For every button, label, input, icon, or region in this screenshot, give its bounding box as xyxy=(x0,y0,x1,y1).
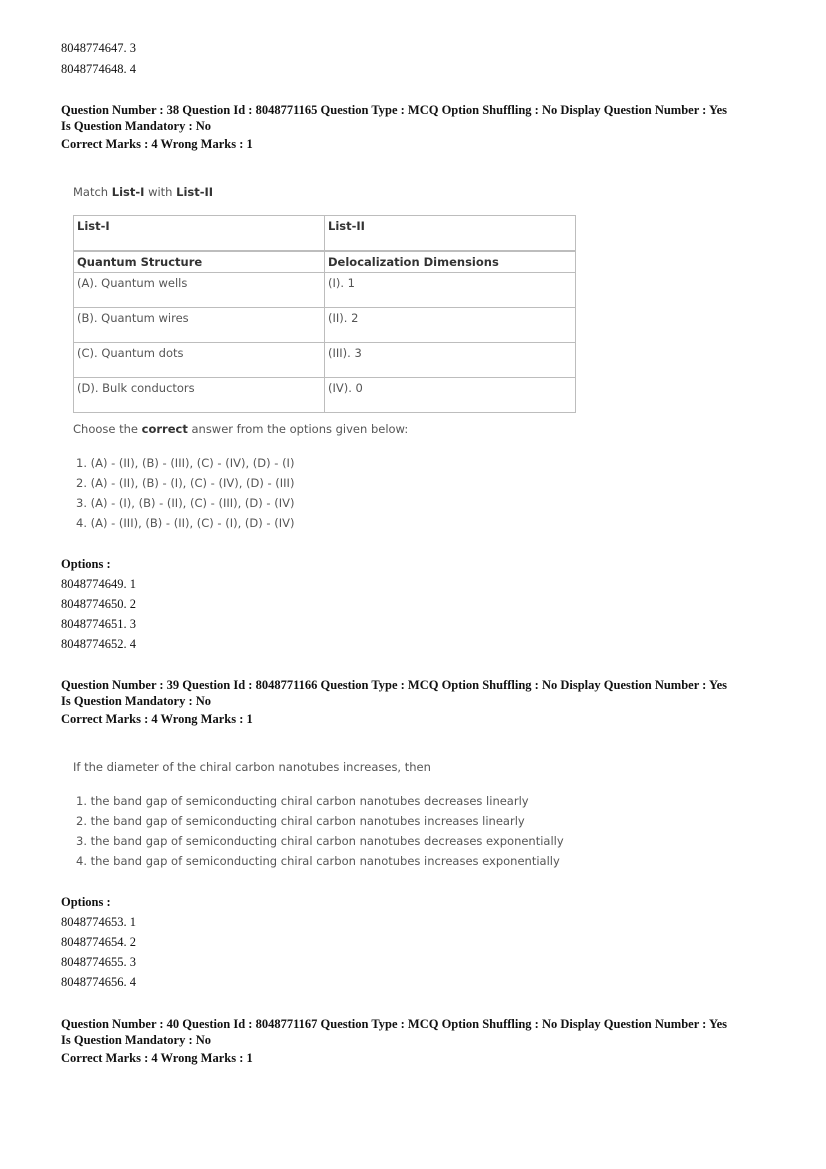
choice-item: 2. (A) - (II), (B) - (I), (C) - (IV), (D) - (III) xyxy=(76,476,295,490)
options-label: Options : xyxy=(61,557,111,571)
choose-instruction: Choose the correct answer from the options given below: xyxy=(73,422,409,436)
question-mandatory: Is Question Mandatory : No xyxy=(61,694,212,708)
choice-item: 3. (A) - (I), (B) - (II), (C) - (III), (D) - (IV) xyxy=(76,496,295,510)
table-row xyxy=(74,343,576,378)
question-mandatory: Is Question Mandatory : No xyxy=(61,119,212,133)
choice-item: 4. (A) - (III), (B) - (II), (C) - (I), (D) - (IV) xyxy=(76,516,295,530)
options-label: Options : xyxy=(61,895,111,909)
option-line: 8048774654. 2 xyxy=(61,935,136,949)
option-line: 8048774649. 1 xyxy=(61,577,136,591)
question-marks: Correct Marks : 4 Wrong Marks : 1 xyxy=(61,1051,253,1065)
option-line: 8048774650. 2 xyxy=(61,597,136,611)
question-header: Question Number : 38 Question Id : 8048771165 Question Type : MCQ Option Shuffling : No Display Question Number : Yes xyxy=(61,103,728,117)
table-cell: (D). Bulk conductors xyxy=(74,378,325,413)
table-cell: (B). Quantum wires xyxy=(74,308,325,343)
option-line: 8048774647. 3 xyxy=(61,41,136,55)
question-stem: If the diameter of the chiral carbon nanotubes increases, then xyxy=(73,760,431,774)
choice-item: 4. the band gap of semiconducting chiral carbon nanotubes increases exponentially xyxy=(76,854,560,868)
option-line: 8048774648. 4 xyxy=(61,62,136,76)
choice-item: 3. the band gap of semiconducting chiral carbon nanotubes decreases exponentially xyxy=(76,834,564,848)
table-header-cell: List-I xyxy=(74,216,325,252)
table-row xyxy=(74,273,576,308)
table-cell: (C). Quantum dots xyxy=(74,343,325,378)
choice-item: 1. (A) - (II), (B) - (III), (C) - (IV), (D) - (I) xyxy=(76,456,295,470)
question-intro: Match List-I with List-II xyxy=(73,185,214,199)
question-mandatory: Is Question Mandatory : No xyxy=(61,1033,212,1047)
option-line: 8048774656. 4 xyxy=(61,975,136,989)
table-cell: (A). Quantum wells xyxy=(74,273,325,308)
choice-list xyxy=(76,791,564,871)
option-list xyxy=(61,912,136,992)
question-marks: Correct Marks : 4 Wrong Marks : 1 xyxy=(61,712,253,726)
table-row xyxy=(74,378,576,413)
table-cell: (IV). 0 xyxy=(325,378,576,413)
choice-item: 2. the band gap of semiconducting chiral carbon nanotubes increases linearly xyxy=(76,814,525,828)
table-row xyxy=(74,308,576,343)
question-header: Question Number : 40 Question Id : 8048771167 Question Type : MCQ Option Shuffling : No Display Question Number : Yes xyxy=(61,1017,728,1031)
option-line: 8048774651. 3 xyxy=(61,617,136,631)
table-subheader-cell: Quantum Structure xyxy=(74,251,325,273)
question-marks: Correct Marks : 4 Wrong Marks : 1 xyxy=(61,137,253,151)
table-cell: (III). 3 xyxy=(325,343,576,378)
option-line: 8048774655. 3 xyxy=(61,955,136,969)
choice-item: 1. the band gap of semiconducting chiral carbon nanotubes decreases linearly xyxy=(76,794,529,808)
table-cell: (I). 1 xyxy=(325,273,576,308)
table-subheader-cell: Delocalization Dimensions xyxy=(325,251,576,273)
table-cell: (II). 2 xyxy=(325,308,576,343)
option-line: 8048774653. 1 xyxy=(61,915,136,929)
table-header-cell: List-II xyxy=(325,216,576,252)
choice-list xyxy=(76,453,294,533)
option-list xyxy=(61,574,136,654)
question-header: Question Number : 39 Question Id : 8048771166 Question Type : MCQ Option Shuffling : No Display Question Number : Yes xyxy=(61,678,728,692)
match-table xyxy=(73,215,576,413)
option-line: 8048774652. 4 xyxy=(61,637,136,651)
